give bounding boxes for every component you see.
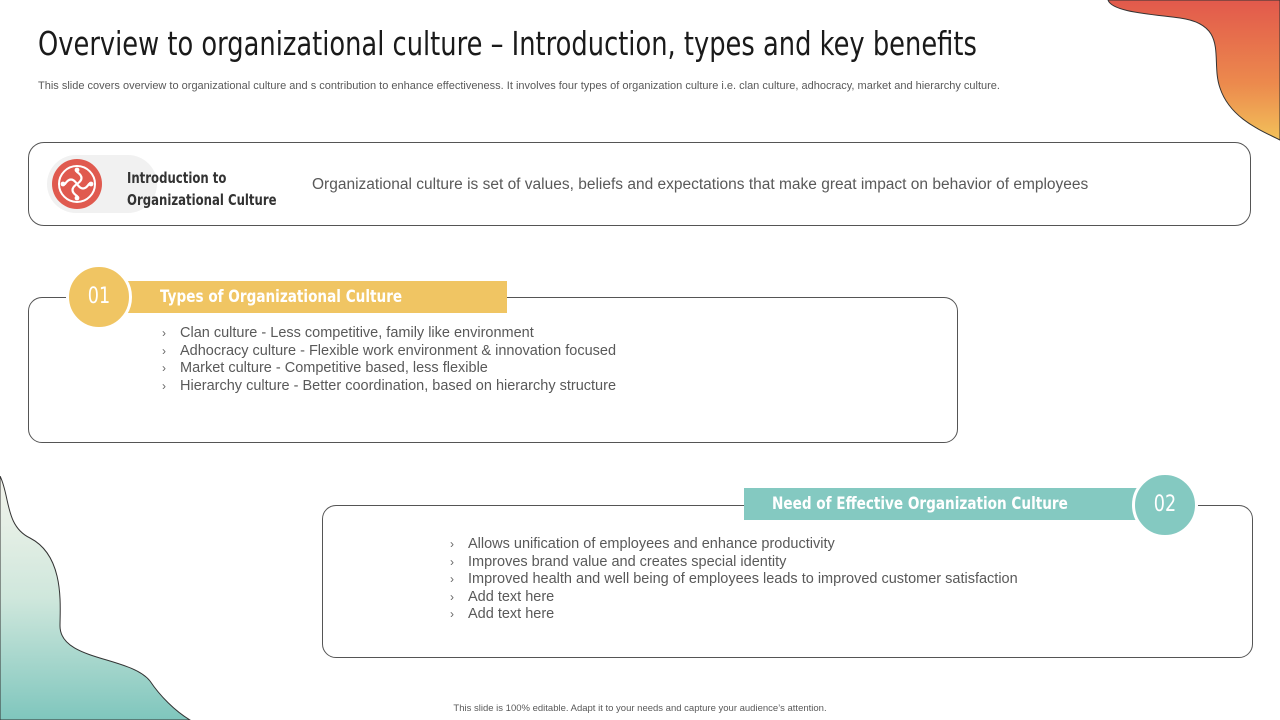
corner-decoration-top-right [1100, 0, 1280, 145]
need-section-heading-banner [744, 488, 1138, 520]
chevron-right-icon: › [450, 589, 454, 604]
section-number-badge-01 [66, 264, 132, 330]
list-item-text: Adhocracy culture - Flexible work environment & innovation focused [180, 342, 617, 359]
list-item-text: Clan culture - Less competitive, family like environment [180, 325, 534, 341]
types-list [162, 325, 616, 395]
intro-label-line2: Organizational Culture [127, 191, 277, 209]
need-list [450, 536, 1018, 624]
culture-emblem-icon [51, 158, 103, 210]
chevron-right-icon: › [450, 554, 454, 569]
chevron-right-icon: › [162, 378, 166, 393]
list-item [162, 343, 616, 361]
chevron-right-icon: › [450, 572, 454, 587]
list-item [162, 378, 616, 396]
types-section-heading: Types of Organizational Culture [160, 287, 403, 307]
list-item-text: Hierarchy culture - Better coordination, based on hierarchy structure [180, 377, 617, 394]
section-number-badge-02 [1132, 472, 1198, 538]
chevron-right-icon: › [450, 607, 454, 622]
list-item [162, 360, 616, 378]
corner-decoration-bottom-left [0, 476, 195, 720]
list-item [450, 571, 1018, 589]
list-item [450, 606, 1018, 624]
list-item-text: Improved health and well being of employees leads to improved customer satisfaction [468, 571, 1018, 588]
chevron-right-icon: › [450, 537, 454, 551]
intro-label-line1: Introduction to [127, 169, 227, 187]
need-section-heading: Need of Effective Organization Culture [772, 494, 1068, 514]
list-item [450, 536, 1018, 554]
intro-description: Organizational culture is set of values, beliefs and expectations that make great impact on behavior of employees [312, 176, 1089, 193]
list-item-text: Improves brand value and creates special identity [468, 553, 787, 570]
list-item [450, 554, 1018, 572]
types-section-heading-banner [124, 281, 507, 313]
page-subtitle: This slide covers overview to organizational culture and s contribution to enhance effectiveness. It involves four types of organization culture i.e. clan culture, adhocracy, market and hierarchy culture. [38, 80, 1000, 92]
chevron-right-icon: › [162, 343, 166, 358]
chevron-right-icon: › [162, 326, 166, 340]
list-item [450, 589, 1018, 607]
section-number-02: 02 [1153, 492, 1177, 517]
section-number-01: 01 [87, 284, 111, 309]
intro-panel [28, 142, 1251, 226]
list-item [162, 325, 616, 343]
page-title: Overview to organizational culture – Introduction, types and key benefits [38, 24, 977, 63]
list-item-text: Add text here [468, 606, 555, 623]
list-item-text: Add text here [468, 588, 555, 605]
list-item-text: Market culture - Competitive based, less flexible [180, 360, 488, 377]
list-item-text: Allows unification of employees and enhance productivity [468, 536, 835, 552]
intro-label [127, 167, 277, 211]
chevron-right-icon: › [162, 361, 166, 376]
footer-note: This slide is 100% editable. Adapt it to your needs and capture your audience’s attention. [453, 703, 827, 714]
